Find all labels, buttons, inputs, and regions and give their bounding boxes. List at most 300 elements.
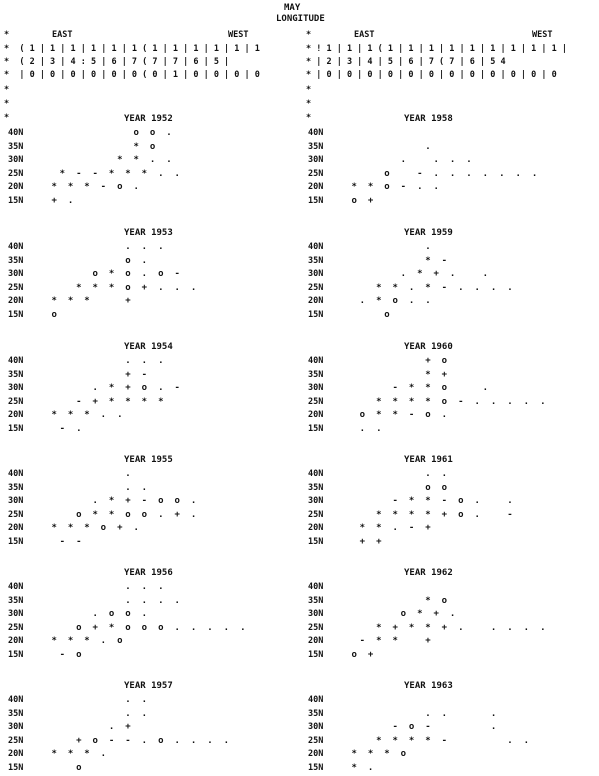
latitude-label: 35N (8, 141, 24, 152)
observation-mark: o (125, 609, 131, 620)
year-panel (308, 681, 598, 776)
right-star: * (306, 99, 312, 109)
observation-mark: o (149, 128, 156, 138)
observation-mark: - (59, 424, 66, 434)
observation-mark: o (76, 650, 82, 660)
latitude-label: 25N (308, 509, 324, 520)
observation-mark: + (125, 369, 131, 380)
observation-mark: . (425, 296, 431, 307)
observation-mark: . (223, 622, 230, 633)
observation-mark: + (441, 369, 448, 380)
observation-mark: . (400, 155, 407, 166)
observation-mark: * (59, 168, 66, 179)
observation-mark: * (425, 369, 431, 380)
observation-mark: . (466, 168, 472, 179)
observation-mark: . (425, 141, 431, 152)
observation-mark: o (125, 269, 131, 280)
observation-mark: * (67, 523, 74, 534)
observation-mark: . (482, 168, 489, 179)
observation-mark: o (384, 310, 390, 320)
observation-mark: . (523, 622, 530, 633)
right-east-label: EAST (354, 30, 375, 40)
observation-mark: o (400, 609, 407, 620)
observation-mark: - (417, 168, 423, 179)
observation-mark: - (76, 396, 82, 407)
observation-mark: * (92, 509, 98, 520)
observation-mark: * (408, 383, 415, 394)
right-star: * (306, 113, 312, 123)
observation-mark: . (108, 722, 115, 733)
observation-mark: + (392, 622, 398, 633)
observation-mark: . (141, 695, 148, 705)
year-panel (8, 568, 298, 678)
observation-mark: . (100, 410, 107, 421)
observation-mark: + (367, 650, 374, 660)
latitude-label: 40N (308, 582, 324, 592)
observation-mark: . (540, 396, 546, 407)
observation-mark: - (359, 636, 366, 647)
observation-mark: * (408, 496, 415, 507)
observation-mark: . (441, 708, 448, 719)
right-west-label: WEST (532, 30, 553, 40)
observation-mark: * (376, 509, 382, 520)
observation-mark: * (84, 296, 90, 307)
observation-mark: . (158, 282, 164, 293)
observation-mark: . (433, 155, 439, 166)
observation-mark: - (408, 410, 415, 421)
observation-mark: * (376, 396, 382, 407)
observation-mark: . (100, 749, 107, 760)
observation-mark: . (133, 182, 139, 193)
observation-mark: . (466, 155, 472, 166)
latitude-label: 15N (8, 537, 24, 547)
observation-mark: . (474, 509, 480, 520)
observation-mark: . (158, 242, 164, 252)
latitude-label: 35N (8, 255, 24, 266)
observation-mark: + (441, 509, 448, 520)
left-star: * (4, 99, 10, 109)
observation-mark: * (376, 296, 382, 307)
observation-mark: . (515, 168, 521, 179)
observation-mark: o (441, 383, 448, 394)
year-title: YEAR 1956 (124, 568, 173, 578)
observation-mark: . (425, 708, 431, 719)
observation-mark: . (141, 356, 148, 366)
observation-mark: . (490, 622, 497, 633)
observation-mark: - (125, 735, 131, 746)
observation-mark: - (174, 269, 180, 280)
observation-mark: - (408, 523, 415, 534)
observation-mark: * (376, 282, 382, 293)
left-east-label: EAST (52, 30, 73, 40)
observation-mark: . (490, 396, 497, 407)
observation-mark: . (125, 242, 131, 252)
observation-mark: . (490, 282, 497, 293)
latitude-label: 30N (308, 155, 324, 166)
observation-mark: + (425, 636, 431, 647)
observation-mark: * (108, 496, 115, 507)
observation-mark: * (425, 282, 431, 293)
observation-mark: * (408, 396, 415, 407)
observation-mark: - (92, 168, 98, 179)
observation-mark: * (351, 749, 357, 760)
observation-mark: . (141, 242, 148, 252)
observation-mark: . (433, 168, 439, 179)
year-panel (8, 228, 298, 338)
latitude-label: 15N (308, 310, 324, 320)
observation-mark: . (149, 155, 156, 166)
observation-mark: . (141, 609, 148, 620)
observation-mark: * (425, 396, 431, 407)
observation-mark: o (141, 509, 148, 520)
left-scale-row-1: * ( 1 | 1 | 1 | 1 | 1 | 1 ( 1 | 1 | 1 | 1 | 1 | 1 (4, 44, 260, 54)
observation-mark: * (351, 182, 357, 193)
observation-mark: + (425, 523, 431, 534)
observation-mark: + (125, 296, 131, 307)
observation-mark: o (76, 622, 82, 633)
observation-mark: . (125, 469, 131, 479)
observation-mark: . (507, 735, 513, 746)
observation-mark: . (207, 735, 213, 746)
observation-mark: o (384, 168, 390, 179)
observation-mark: + (433, 269, 439, 280)
observation-mark: . (474, 496, 480, 507)
observation-mark: o (125, 282, 131, 293)
observation-mark: * (392, 509, 398, 520)
observation-mark: - (441, 255, 448, 266)
observation-mark: * (425, 622, 431, 633)
latitude-label: 30N (8, 155, 24, 166)
observation-mark: . (458, 622, 464, 633)
observation-mark: * (417, 269, 423, 280)
observation-mark: + (367, 196, 374, 206)
latitude-label: 25N (308, 168, 324, 179)
observation-mark: . (392, 523, 398, 534)
year-title: YEAR 1955 (124, 455, 173, 465)
observation-mark: . (141, 735, 148, 746)
observation-mark: * (392, 735, 398, 746)
observation-mark: . (490, 708, 497, 719)
latitude-label: 35N (308, 482, 324, 493)
latitude-label: 30N (308, 383, 324, 394)
month-title: MAY (284, 3, 301, 13)
observation-mark: o (359, 410, 366, 421)
observation-mark: o (458, 496, 464, 507)
observation-mark: * (51, 296, 57, 307)
observation-mark: + (141, 282, 148, 293)
observation-mark: * (425, 509, 431, 520)
year-panel (8, 342, 298, 452)
observation-mark: * (384, 749, 390, 760)
observation-mark: * (367, 749, 374, 760)
observation-mark: . (207, 622, 213, 633)
observation-mark: * (425, 383, 431, 394)
observation-mark: o (351, 196, 357, 206)
year-panel (308, 455, 598, 565)
observation-mark: * (133, 141, 139, 152)
observation-mark: o (133, 128, 139, 138)
observation-mark: o (425, 410, 431, 421)
latitude-label: 20N (8, 636, 24, 647)
observation-mark: . (190, 496, 197, 507)
observation-mark: * (108, 383, 115, 394)
observation-mark: . (92, 383, 98, 394)
observation-mark: - (458, 396, 464, 407)
latitude-label: 20N (8, 410, 24, 421)
observation-mark: . (359, 424, 366, 434)
observation-mark: * (141, 168, 148, 179)
observation-mark: * (67, 182, 74, 193)
latitude-label: 20N (308, 523, 324, 534)
latitude-label: 40N (308, 242, 324, 252)
observation-mark: . (449, 269, 456, 280)
observation-mark: + (92, 622, 98, 633)
latitude-label: 15N (308, 196, 324, 206)
observation-mark: o (400, 749, 407, 760)
year-title: YEAR 1953 (124, 228, 173, 238)
observation-mark: * (51, 410, 57, 421)
year-title: YEAR 1957 (124, 681, 173, 691)
observation-mark: * (408, 735, 415, 746)
latitude-label: 25N (308, 282, 324, 293)
observation-mark: - (392, 383, 398, 394)
left-scale-row-3: * | 0 | 0 | 0 | 0 | 0 | 0 ( 0 | 1 | 0 | 0 | 0 | 0 (4, 70, 260, 80)
latitude-label: 35N (8, 482, 24, 493)
observation-mark: * (84, 182, 90, 193)
latitude-label: 40N (8, 695, 24, 705)
observation-mark: * (376, 636, 382, 647)
observation-mark: . (507, 282, 513, 293)
latitude-label: 15N (8, 763, 24, 773)
observation-mark: - (441, 735, 448, 746)
observation-mark: . (482, 269, 489, 280)
latitude-label: 25N (8, 168, 24, 179)
observation-mark: * (108, 168, 115, 179)
observation-mark: + (117, 523, 123, 534)
year-panel (308, 342, 598, 452)
year-title: YEAR 1962 (404, 568, 453, 578)
observation-mark: - (392, 496, 398, 507)
observation-mark: . (449, 168, 456, 179)
observation-mark: . (458, 282, 464, 293)
observation-mark: * (376, 410, 382, 421)
observation-mark: * (108, 282, 115, 293)
observation-mark: * (84, 636, 90, 647)
observation-mark: o (174, 496, 180, 507)
observation-mark: o (76, 509, 82, 520)
observation-mark: * (359, 523, 366, 534)
observation-mark: . (141, 269, 148, 280)
observation-mark: o (108, 609, 115, 620)
observation-mark: - (76, 168, 82, 179)
observation-mark: . (166, 155, 172, 166)
latitude-label: 35N (308, 141, 324, 152)
year-panel (308, 568, 598, 678)
latitude-label: 25N (8, 396, 24, 407)
latitude-label: 30N (8, 269, 24, 280)
latitude-label: 35N (308, 595, 324, 606)
observation-mark: . (158, 582, 164, 592)
observation-mark: * (141, 396, 148, 407)
latitude-label: 40N (308, 469, 324, 479)
observation-mark: * (392, 396, 398, 407)
year-panel (308, 228, 598, 338)
observation-mark: . (125, 582, 131, 592)
observation-mark: . (359, 296, 366, 307)
observation-mark: . (507, 622, 513, 633)
observation-mark: . (125, 482, 131, 493)
observation-mark: . (523, 735, 530, 746)
observation-mark: + (359, 537, 366, 547)
observation-mark: . (408, 296, 415, 307)
observation-mark: * (392, 282, 398, 293)
year-title: YEAR 1952 (124, 114, 173, 124)
left-scale-row-2: * ( 2 | 3 | 4 : 5 | 6 | 7 ( 7 | 7 | 6 | 5 | (4, 57, 230, 67)
observation-mark: * (376, 523, 382, 534)
latitude-label: 25N (308, 735, 324, 746)
observation-mark: . (417, 182, 423, 193)
observation-mark: + (92, 396, 98, 407)
latitude-label: 15N (8, 650, 24, 660)
observation-mark: o (117, 182, 123, 193)
observation-mark: * (158, 396, 164, 407)
observation-mark: . (141, 255, 148, 266)
year-panel (308, 114, 598, 224)
observation-mark: o (141, 383, 148, 394)
latitude-label: 15N (8, 196, 24, 206)
observation-mark: . (433, 182, 439, 193)
observation-mark: o (158, 622, 164, 633)
observation-mark: - (392, 722, 398, 733)
latitude-label: 40N (8, 356, 24, 366)
latitude-label: 25N (8, 509, 24, 520)
latitude-label: 40N (308, 128, 324, 138)
latitude-label: 25N (8, 622, 24, 633)
observation-mark: * (125, 396, 131, 407)
observation-mark: . (482, 383, 489, 394)
observation-mark: . (92, 609, 98, 620)
observation-mark: . (158, 595, 164, 606)
latitude-label: 15N (308, 424, 324, 434)
right-scale-top-star: * (306, 30, 312, 40)
observation-mark: o (441, 396, 448, 407)
observation-mark: + (76, 735, 82, 746)
latitude-label: 40N (8, 128, 24, 138)
observation-mark: - (108, 735, 115, 746)
observation-mark: . (408, 282, 415, 293)
observation-mark: o (100, 523, 107, 534)
observation-mark: . (141, 708, 148, 719)
observation-mark: o (408, 722, 415, 733)
left-west-label: WEST (228, 30, 249, 40)
observation-mark: o (125, 255, 131, 266)
latitude-label: 30N (308, 496, 324, 507)
observation-mark: * (425, 496, 431, 507)
observation-mark: o (149, 141, 156, 152)
observation-mark: o (92, 269, 98, 280)
observation-mark: - (174, 383, 180, 394)
observation-mark: o (141, 622, 148, 633)
observation-mark: - (441, 282, 448, 293)
observation-mark: . (531, 168, 538, 179)
observation-mark: * (84, 410, 90, 421)
observation-mark: * (92, 282, 98, 293)
observation-mark: o (92, 735, 98, 746)
observation-mark: . (133, 523, 139, 534)
observation-mark: . (474, 282, 480, 293)
observation-mark: . (449, 155, 456, 166)
observation-mark: o (158, 735, 164, 746)
observation-mark: . (125, 356, 131, 366)
observation-mark: . (158, 509, 164, 520)
observation-mark: . (158, 383, 164, 394)
observation-mark: * (367, 182, 374, 193)
observation-mark: * (125, 168, 131, 179)
observation-mark: . (174, 168, 180, 179)
observation-mark: . (125, 708, 131, 719)
year-panel (8, 114, 298, 224)
observation-mark: o (458, 509, 464, 520)
observation-mark: . (67, 196, 74, 206)
latitude-label: 25N (8, 735, 24, 746)
latitude-label: 30N (308, 722, 324, 733)
observation-mark: * (84, 523, 90, 534)
observation-mark: . (100, 636, 107, 647)
observation-mark: o (392, 296, 398, 307)
longitude-heading: LONGITUDE (276, 14, 325, 24)
year-title: YEAR 1954 (124, 342, 173, 352)
latitude-label: 35N (8, 369, 24, 380)
observation-mark: o (117, 636, 123, 647)
latitude-label: 20N (308, 296, 324, 307)
observation-mark: . (158, 356, 164, 366)
observation-mark: o (158, 496, 164, 507)
observation-mark: . (507, 396, 513, 407)
latitude-label: 30N (8, 722, 24, 733)
observation-mark: * (392, 410, 398, 421)
year-panel (8, 681, 298, 776)
observation-mark: + (425, 356, 431, 366)
year-title: YEAR 1960 (404, 342, 453, 352)
observation-mark: * (425, 255, 431, 266)
right-scale-row-3: * | 0 | 0 | 0 | 0 | 0 | 0 | 0 | 0 | 0 | 0 | 0 | 0 (306, 70, 557, 80)
latitude-label: 30N (308, 609, 324, 620)
latitude-label: 35N (8, 708, 24, 719)
latitude-label: 20N (8, 182, 24, 193)
observation-mark: * (108, 396, 115, 407)
observation-mark: . (449, 609, 456, 620)
observation-mark: * (376, 622, 382, 633)
observation-mark: * (51, 182, 57, 193)
observation-mark: + (51, 196, 57, 206)
observation-mark: * (425, 735, 431, 746)
observation-mark: - (425, 722, 431, 733)
latitude-label: 30N (8, 609, 24, 620)
observation-mark: . (158, 168, 164, 179)
observation-mark: . (141, 482, 148, 493)
observation-mark: * (84, 749, 90, 760)
latitude-label: 40N (308, 356, 324, 366)
right-scale-row-1: * ! 1 | 1 | 1 ( 1 | 1 | 1 | 1 | 1 | 1 | 1 | 1 | 1 | (306, 44, 567, 54)
latitude-label: 20N (308, 749, 324, 760)
observation-mark: . (367, 763, 374, 773)
observation-mark: - (441, 496, 448, 507)
observation-mark: o (158, 269, 164, 280)
observation-mark: * (67, 296, 74, 307)
latitude-label: 40N (8, 469, 24, 479)
year-title: YEAR 1958 (404, 114, 453, 124)
year-title: YEAR 1961 (404, 455, 453, 465)
